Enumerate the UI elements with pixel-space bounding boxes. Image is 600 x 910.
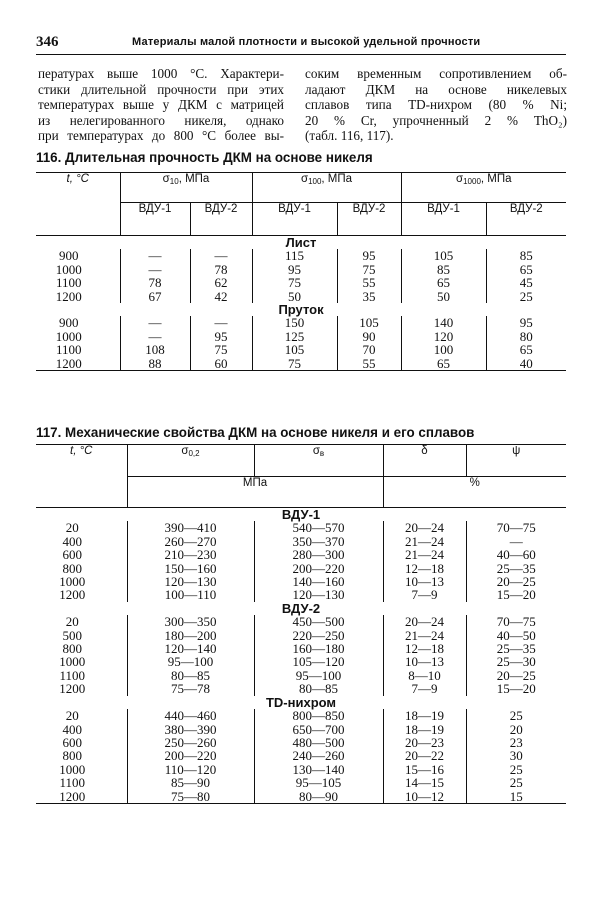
value-cell: 7—9 <box>383 588 466 601</box>
column-header-temperature: t, °С <box>36 445 127 508</box>
value-cell: 110—120 <box>127 763 254 776</box>
table-row <box>36 249 566 262</box>
value-cell: 18—19 <box>383 723 466 736</box>
page-number: 346 <box>36 34 59 50</box>
value-cell: 25—30 <box>466 655 566 668</box>
section-row <box>36 696 566 709</box>
table-117 <box>36 444 566 804</box>
table-row <box>36 521 566 534</box>
value-cell: 80 <box>486 330 566 343</box>
value-cell: 380—390 <box>127 723 254 736</box>
column-header-group: $\sigma_{100}$, МПа <box>252 173 401 203</box>
value-cell: 140—160 <box>254 575 383 588</box>
value-cell: 67 <box>120 290 190 303</box>
column-subheader: ВДУ-2 <box>486 203 566 236</box>
body-text-line: пературах выше 1000 °С. Характери- <box>38 66 284 81</box>
temperature-cell: 1200 <box>59 681 86 697</box>
value-cell: 88 <box>120 357 190 371</box>
value-cell: 120—130 <box>254 588 383 601</box>
unit-percent: % <box>383 477 566 508</box>
table-row <box>36 330 566 343</box>
value-cell: 70—75 <box>466 521 566 534</box>
table-116 <box>36 172 566 371</box>
temperature-cell: 20 <box>65 520 79 536</box>
body-text-line: из нелегированного никеля, однако <box>38 112 284 128</box>
table-row <box>36 642 566 655</box>
value-cell: 15—16 <box>383 763 466 776</box>
temperature-cell: 1000 <box>59 654 86 670</box>
column-subheader: ВДУ-2 <box>190 203 252 236</box>
value-cell: 25—35 <box>466 562 566 575</box>
table-row <box>36 562 566 575</box>
temperature-cell: 400 <box>62 533 82 549</box>
value-cell: 75 <box>337 263 401 276</box>
value-cell: 10—12 <box>383 790 466 804</box>
value-cell: 70—75 <box>466 615 566 628</box>
table-row <box>36 343 566 356</box>
column-header-group: $\sigma_{10}$, МПа <box>120 173 252 203</box>
temperature-cell: 800 <box>62 641 82 657</box>
table-row <box>36 749 566 762</box>
temperature-cell: 900 <box>59 315 79 331</box>
value-cell: 95—100 <box>127 655 254 668</box>
value-cell: 115 <box>252 249 337 262</box>
section-title: ВДУ-2 <box>281 600 321 616</box>
value-cell: 95 <box>190 330 252 343</box>
value-cell: 50 <box>252 290 337 303</box>
value-cell: 50 <box>401 290 486 303</box>
table-row <box>36 629 566 642</box>
column-header-reduction-of-area: ψ <box>466 445 566 477</box>
value-cell: 25 <box>466 776 566 789</box>
value-cell: 105 <box>252 343 337 356</box>
table-row <box>36 709 566 722</box>
value-cell: 42 <box>190 290 252 303</box>
temperature-cell: 800 <box>62 748 82 764</box>
value-cell: 40—60 <box>466 548 566 561</box>
value-cell: 20 <box>466 723 566 736</box>
value-cell: 125 <box>252 330 337 343</box>
value-cell: 40—50 <box>466 629 566 642</box>
temperature-cell: 500 <box>62 627 82 643</box>
body-text-line: стики длительной прочности при этих <box>38 81 284 97</box>
body-text-line: 20 % Cr, упрочненный 2 % ThO₂) <box>305 112 567 128</box>
value-cell: 60 <box>190 357 252 371</box>
value-cell: 25 <box>466 709 566 722</box>
value-cell: 80—90 <box>254 790 383 804</box>
value-cell: 65 <box>401 357 486 371</box>
value-cell: 55 <box>337 357 401 371</box>
table-row <box>36 290 566 303</box>
table-row <box>36 736 566 749</box>
temperature-cell: 20 <box>65 708 79 724</box>
temperature-cell: 600 <box>62 547 82 563</box>
value-cell: 90 <box>337 330 401 343</box>
value-cell: 150 <box>252 316 337 329</box>
value-cell: 350—370 <box>254 535 383 548</box>
value-cell: 15 <box>466 790 566 804</box>
value-cell: 25 <box>466 763 566 776</box>
value-cell: 20—24 <box>383 615 466 628</box>
value-cell: 35 <box>337 290 401 303</box>
value-cell: 7—9 <box>383 682 466 695</box>
table-116-caption: 116. Длительная прочность ДКМ на основе никеля <box>36 150 373 165</box>
value-cell: 78 <box>190 263 252 276</box>
temperature-cell: 1200 <box>59 587 86 603</box>
value-cell: 25—35 <box>466 642 566 655</box>
value-cell: — <box>466 535 566 548</box>
value-cell: 20—25 <box>466 669 566 682</box>
value-cell: 25 <box>486 290 566 303</box>
value-cell: 130—140 <box>254 763 383 776</box>
section-title: Лист <box>285 235 317 250</box>
value-cell: 85 <box>401 263 486 276</box>
value-cell: 160—180 <box>254 642 383 655</box>
value-cell: 95—105 <box>254 776 383 789</box>
value-cell: 280—300 <box>254 548 383 561</box>
value-cell: 480—500 <box>254 736 383 749</box>
column-subheader: ВДУ-1 <box>120 203 190 236</box>
body-text-line: ладают ДКМ на основе никелевых <box>305 81 567 97</box>
value-cell: 95 <box>486 316 566 329</box>
value-cell: 80—85 <box>127 669 254 682</box>
body-text-left-column <box>38 66 284 144</box>
section-row <box>36 303 566 316</box>
value-cell: 80—85 <box>254 682 383 695</box>
value-cell: 75 <box>190 343 252 356</box>
temperature-cell: 1100 <box>59 667 86 683</box>
body-text-right-column <box>305 66 567 144</box>
section-title: Пруток <box>278 302 324 318</box>
table-row <box>36 548 566 561</box>
value-cell: — <box>120 263 190 276</box>
value-cell: 120 <box>401 330 486 343</box>
value-cell: 220—250 <box>254 629 383 642</box>
value-cell: 85—90 <box>127 776 254 789</box>
value-cell: 150—160 <box>127 562 254 575</box>
temperature-cell: 1000 <box>59 574 86 590</box>
value-cell: 85 <box>486 249 566 262</box>
column-subheader: ВДУ-2 <box>337 203 401 236</box>
section-title: TD-нихром <box>265 694 337 710</box>
table-row <box>36 615 566 628</box>
table-row <box>36 682 566 695</box>
temperature-cell: 1000 <box>55 328 82 344</box>
value-cell: 20—22 <box>383 749 466 762</box>
value-cell: 210—230 <box>127 548 254 561</box>
value-cell: — <box>120 330 190 343</box>
temperature-cell: 900 <box>59 248 79 264</box>
value-cell: 140 <box>401 316 486 329</box>
value-cell: — <box>190 316 252 329</box>
body-text-line: соким временным сопротивлением об- <box>305 66 567 81</box>
value-cell: 390—410 <box>127 521 254 534</box>
column-header-tensile-strength: $\sigma_в$ <box>254 445 383 477</box>
value-cell: 65 <box>486 343 566 356</box>
column-header-yield-strength: $\sigma_{0,2}$ <box>127 445 254 477</box>
value-cell: 540—570 <box>254 521 383 534</box>
value-cell: 200—220 <box>254 562 383 575</box>
section-title: ВДУ-1 <box>281 507 321 522</box>
table-117-caption: 117. Механические свойства ДКМ на основе никеля и его сплавов <box>36 425 475 440</box>
value-cell: 18—19 <box>383 709 466 722</box>
value-cell: 21—24 <box>383 548 466 561</box>
value-cell: 23 <box>466 736 566 749</box>
temperature-cell: 1100 <box>55 275 82 291</box>
value-cell: 65 <box>486 263 566 276</box>
value-cell: 450—500 <box>254 615 383 628</box>
table-row <box>36 535 566 548</box>
value-cell: 240—260 <box>254 749 383 762</box>
value-cell: 100—110 <box>127 588 254 601</box>
value-cell: 20—24 <box>383 521 466 534</box>
column-header-temperature: t, °С <box>36 173 120 236</box>
temperature-cell: 1200 <box>55 288 82 304</box>
value-cell: 650—700 <box>254 723 383 736</box>
value-cell: 75 <box>252 276 337 289</box>
table-row <box>36 263 566 276</box>
value-cell: 250—260 <box>127 736 254 749</box>
temperature-cell: 400 <box>62 721 82 737</box>
value-cell: 95—100 <box>254 669 383 682</box>
temperature-cell: 1000 <box>59 761 86 777</box>
value-cell: 75—78 <box>127 682 254 695</box>
table-row <box>36 575 566 588</box>
value-cell: 105—120 <box>254 655 383 668</box>
value-cell: 100 <box>401 343 486 356</box>
table-row <box>36 588 566 601</box>
value-cell: 108 <box>120 343 190 356</box>
temperature-cell: 1100 <box>59 775 86 791</box>
value-cell: 55 <box>337 276 401 289</box>
value-cell: 440—460 <box>127 709 254 722</box>
value-cell: 20—25 <box>466 575 566 588</box>
value-cell: 65 <box>401 276 486 289</box>
column-subheader: ВДУ-1 <box>252 203 337 236</box>
value-cell: 200—220 <box>127 749 254 762</box>
value-cell: — <box>120 316 190 329</box>
value-cell: 180—200 <box>127 629 254 642</box>
unit-mpa: МПа <box>127 477 383 508</box>
body-text-line: при температурах до 800 °С более вы- <box>38 128 284 144</box>
value-cell: 14—15 <box>383 776 466 789</box>
table-row <box>36 316 566 329</box>
value-cell: 95 <box>252 263 337 276</box>
temperature-cell: 800 <box>62 560 82 576</box>
table-row <box>36 655 566 668</box>
value-cell: — <box>120 249 190 262</box>
value-cell: 62 <box>190 276 252 289</box>
value-cell: 105 <box>401 249 486 262</box>
value-cell: 12—18 <box>383 562 466 575</box>
temperature-cell: 1000 <box>55 261 82 277</box>
table-row <box>36 669 566 682</box>
value-cell: 120—130 <box>127 575 254 588</box>
running-title: Материалы малой плотности и высокой удельной прочности <box>132 36 481 48</box>
value-cell: 21—24 <box>383 629 466 642</box>
column-header-group: $\sigma_{1000}$, МПа <box>401 173 566 203</box>
section-row <box>36 602 566 615</box>
table-row <box>36 357 566 371</box>
value-cell: 95 <box>337 249 401 262</box>
body-text-line: (табл. 116, 117). <box>305 128 394 144</box>
value-cell: 105 <box>337 316 401 329</box>
table-row <box>36 723 566 736</box>
value-cell: 8—10 <box>383 669 466 682</box>
body-text-line: температурах выше у ДКМ с матрицей <box>38 97 284 113</box>
value-cell: 15—20 <box>466 588 566 601</box>
temperature-cell: 1200 <box>36 357 120 371</box>
value-cell: 800—850 <box>254 709 383 722</box>
value-cell: — <box>190 249 252 262</box>
value-cell: 70 <box>337 343 401 356</box>
section-row <box>36 236 566 250</box>
value-cell: 10—13 <box>383 655 466 668</box>
temperature-cell: 20 <box>65 614 79 630</box>
value-cell: 260—270 <box>127 535 254 548</box>
running-header <box>36 34 566 55</box>
temperature-cell: 1100 <box>55 342 82 358</box>
section-row <box>36 508 566 522</box>
value-cell: 20—23 <box>383 736 466 749</box>
table-row <box>36 790 566 804</box>
value-cell: 21—24 <box>383 535 466 548</box>
body-text-line: сплавов типа TD-нихром (80 % Ni; <box>305 97 567 113</box>
column-subheader: ВДУ-1 <box>401 203 486 236</box>
value-cell: 78 <box>120 276 190 289</box>
temperature-cell: 1200 <box>36 790 127 804</box>
value-cell: 75 <box>252 357 337 371</box>
temperature-cell: 600 <box>62 734 82 750</box>
value-cell: 120—140 <box>127 642 254 655</box>
column-header-elongation: δ <box>383 445 466 477</box>
table-row <box>36 276 566 289</box>
value-cell: 15—20 <box>466 682 566 695</box>
value-cell: 75—80 <box>127 790 254 804</box>
value-cell: 40 <box>486 357 566 371</box>
value-cell: 12—18 <box>383 642 466 655</box>
value-cell: 45 <box>486 276 566 289</box>
value-cell: 30 <box>466 749 566 762</box>
table-row <box>36 763 566 776</box>
table-row <box>36 776 566 789</box>
value-cell: 300—350 <box>127 615 254 628</box>
value-cell: 10—13 <box>383 575 466 588</box>
